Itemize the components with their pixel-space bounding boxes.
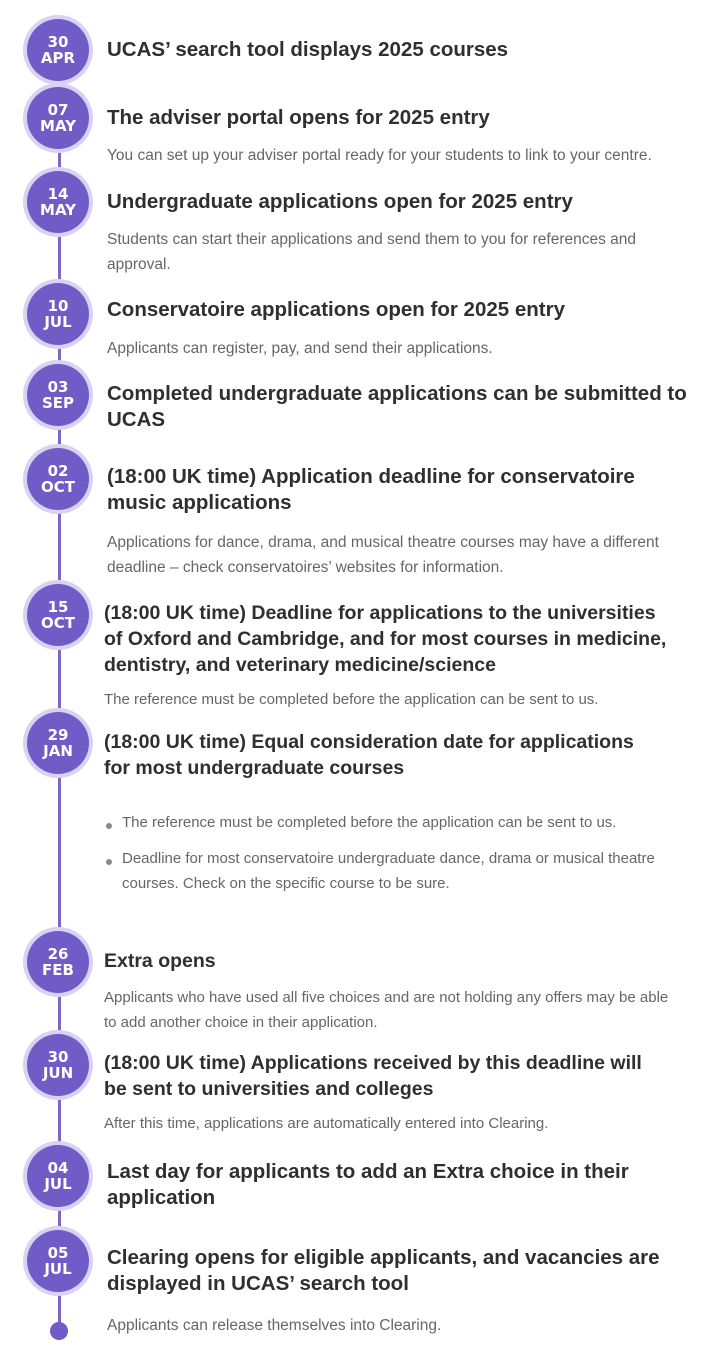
bullet-item: The reference must be completed before the application can be sent to us. [104, 810, 659, 835]
date-day: 04 [47, 1158, 69, 1177]
date-day: 30 [47, 1047, 69, 1066]
date-badge [27, 1145, 89, 1207]
date-month: JUN [42, 1063, 74, 1082]
date-badge [27, 1034, 89, 1096]
date-badge [27, 87, 89, 149]
date-month: SEP [41, 393, 75, 412]
timeline-line [58, 40, 61, 1330]
date-day: 03 [47, 377, 69, 396]
event-title: (18:00 UK time) Application deadline for conservatoire music applications [107, 465, 635, 514]
event-title: The adviser portal opens for 2025 entry [107, 106, 490, 129]
date-badge [27, 19, 89, 81]
date-badge [27, 171, 89, 233]
date-badge [27, 448, 89, 510]
date-day: 15 [47, 597, 69, 616]
event-title: (18:00 UK time) Equal consideration date for applications for most undergraduate courses [104, 731, 634, 779]
date-day: 02 [47, 461, 69, 480]
date-month: JUL [44, 312, 72, 331]
event-description: The reference must be completed before the application can be sent to us. [104, 691, 599, 708]
event-title: UCAS’ search tool displays 2025 courses [107, 38, 509, 61]
event-description: Students can start their applications and send them to you for references and approval. [107, 231, 637, 273]
date-badge [27, 931, 89, 993]
event-description: Applicants who have used all five choices and are not holding any offers may be able to add another choice in their application. [104, 989, 669, 1031]
date-day: 10 [47, 296, 69, 315]
date-month: MAY [40, 116, 76, 135]
event-description: After this time, applications are automatically entered into Clearing. [104, 1115, 549, 1132]
event-title: Last day for applicants to add an Extra choice in their application [107, 1160, 629, 1209]
date-month: APR [40, 48, 76, 67]
date-badge [27, 584, 89, 646]
event-description: Applications for dance, drama, and musical theatre courses may have a different deadline – check conservatoires’ websites for information. [107, 534, 659, 576]
event-title: (18:00 UK time) Applications received by this deadline will be sent to universities and colleges [104, 1052, 642, 1100]
event-title: (18:00 UK time) Deadline for applications to the universities of Oxford and Cambridge, and for most courses in medicine, dentistry, and veterinary medicine/science [104, 602, 667, 676]
date-day: 29 [47, 725, 69, 744]
event-title: Completed undergraduate applications can be submitted to UCAS [107, 382, 687, 431]
event-title: Undergraduate applications open for 2025 entry [107, 190, 573, 213]
event-description: Applicants can release themselves into Clearing. [107, 1317, 442, 1334]
date-month: MAY [40, 200, 76, 219]
event-description: Applicants can register, pay, and send their applications. [107, 340, 493, 357]
date-day: 05 [47, 1243, 69, 1262]
date-badge [27, 712, 89, 774]
event-title: Conservatoire applications open for 2025 entry [107, 298, 565, 321]
date-day: 30 [47, 32, 69, 51]
date-month: JUL [44, 1259, 72, 1278]
event-title: Clearing opens for eligible applicants, and vacancies are displayed in UCAS’ search tool [107, 1246, 660, 1295]
date-month: JAN [43, 741, 73, 760]
date-month: OCT [41, 613, 75, 632]
date-day: 07 [47, 100, 69, 119]
bullet-item: Deadline for most conservatoire undergraduate dance, drama or musical theatre courses. Check on the specific course to be sure. [104, 846, 659, 896]
event-description: You can set up your adviser portal ready for your students to link to your centre. [107, 147, 652, 164]
date-month: OCT [41, 477, 75, 496]
date-day: 26 [47, 944, 69, 963]
date-badge [27, 1230, 89, 1292]
date-badge [27, 283, 89, 345]
timeline-end-dot [50, 1322, 68, 1340]
bullet-list [104, 810, 659, 907]
date-month: JUL [44, 1174, 72, 1193]
date-badge [27, 364, 89, 426]
date-month: FEB [42, 960, 74, 979]
event-title: Extra opens [104, 950, 216, 972]
date-day: 14 [47, 184, 69, 203]
